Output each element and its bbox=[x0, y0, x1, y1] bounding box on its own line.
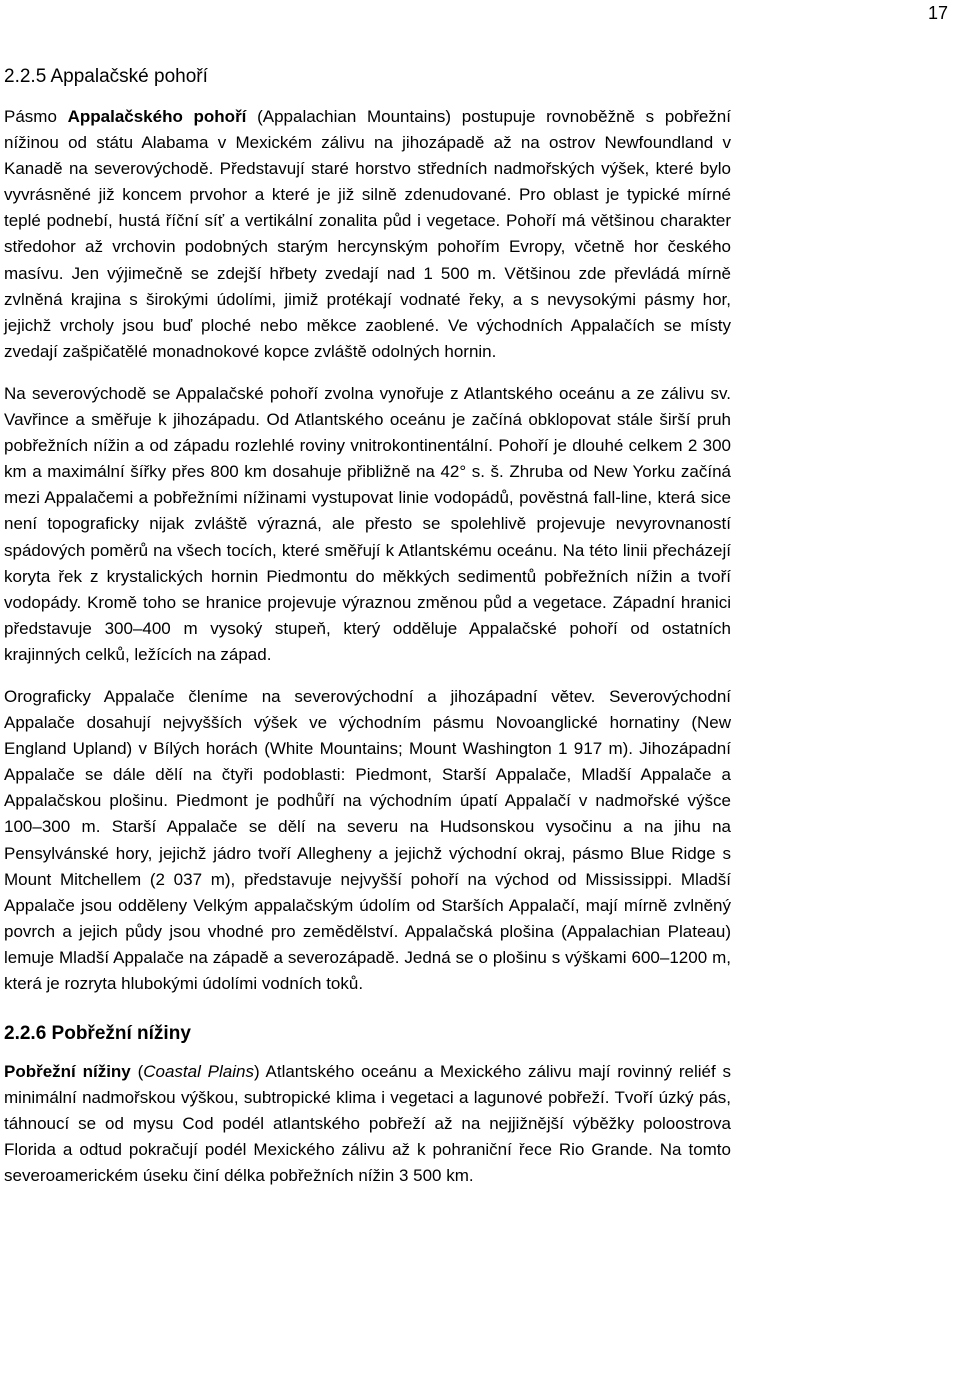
paragraph-text: (Appalachian Mountains) postupuje rovnoběžně s pobřežní nížinou od státu Alabama v Mexickém zálivu na jihozápadě až na ostrov Newfoundland v Kanadě na severovýchodě. Představují staré horstvo středních nadmořských výšek, které bylo vyvrásněné již koncem prvohor a které je již silně zdenudované. Pro oblast je typické mírné teplé podnebí, hustá říční síť a vertikální zonalita půd i vegetace. Pohoří má většinou charakter středohor až vrchovin podobných starým hercynským pohořím Evropy, včetně hor českého masívu. Jen výjimečně se zdejší hřbety zvedají nad 1 500 m. Většinou zde převládá mírně zvlněná krajina s širokými údolími, jimiž protékají vodnaté řeky, a s nevysokými pásmy hor, jejichž vrcholy jsou buď ploché nebo měkce zaoblené. Ve východních Appalačích se místy zvedají zašpičatělé monadnokové kopce zvláště odolných hornin. bbox=[4, 107, 731, 361]
paragraph-appalachian-extent: Na severovýchodě se Appalačské pohoří zvolna vynořuje z Atlantského oceánu a ze zálivu sv. Vavřince a směřuje k jihozápadu. Od Atlantského oceánu je začíná obklopovat stále širší pruh pobřežních nížin a od západu rozlehlé roviny vnitrokontinentální. Pohoří je dlouhé celkem 2 300 km a maximální šířky přes 800 km dosahuje přibližně na 42° s. š. Zhruba od New Yorku začíná mezi Appalačemi a pobřežními nížinami vystupovat linie vodopádů, pověstná fall-line, která sice není topograficky nijak zvláště výrazná, ale přesto se spolehlivě projevuje nevyrovnaností spádových poměrů na všech tocích, které směřují k Atlantskému oceánu. Na této linii přecházejí koryta řek z krystalických hornin Piedmontu do měkkých sedimentů pobřežních nížin a tvoří vodopády. Kromě toho se hranice projevuje výraznou změnou půd a vegetace. Západní hranici představuje 300–400 m vysoký stupeň, který odděluje Appalačské pohoří od ostatních krajinných celků, ležících na západ. bbox=[4, 383, 731, 664]
page-content bbox=[4, 64, 731, 1190]
page-number: 17 bbox=[927, 3, 948, 23]
paragraph-appalachian-orography: Orograficky Appalače členíme na severovýchodní a jihozápadní větev. Severovýchodní Appalače dosahují nejvyšších výšek ve východním pásmu Novoanglické hornatiny (New England Upland) v Bílých horách (White Mountains; Mount Washington 1 917 m). Jihozápadní Appalače se dále dělí na čtyři podoblasti: Piedmont, Starší Appalače, Mladší Appalače a Appalačskou plošinu. Piedmont je podhůří na východním úpatí Appalačí v nadmořské výšce 100–300 m. Starší Appalače se dělí na severu na Hudsonskou vysočinu a na jihu na Pensylvánské hory, jejichž jádro tvoří Allegheny a jejichž východní okraj, pásmo Blue Ridge s Mount Mitchellem (2 037 m), představuje nejvyšší pohoří na východ od Mississippi. Mladší Appalače jsou odděleny Velkým appalačským údolím od Starších Appalačí, mají mírně zvlněný povrch a jejich půdy jsou vhodné pro zemědělství. Appalačská plošina (Appalachian Plateau) lemuje Mladší Appalače na západě a severozápadě. Jedná se o plošinu s výškami 600–1200 m, která je rozryta hlubokými údolími vodních toků. bbox=[4, 686, 731, 993]
italic-term: Coastal Plains bbox=[143, 1062, 254, 1082]
paragraph-text: ) Atlantského oceánu a Mexického zálivu mají rovinný reliéf s minimální nadmořskou výškou, subtropické klima i vegetaci a lagunové pobřeží. Tvoří úzký pás, táhnoucí se od mysu Cod podél atlantského pobřeží až na nejjižnější výběžky poloostrova Florida a odtud pokračují podél Mexického zálivu až k pohraniční řece Rio Grande. Na tomto severoamerickém úseku činí délka pobřežních nížin 3 500 km. bbox=[4, 1062, 731, 1186]
section-heading-appalachian: 2.2.5 Appalačské pohoří bbox=[4, 66, 208, 87]
paragraph-text: ( bbox=[130, 1062, 144, 1082]
bold-term: Appalačského pohoří bbox=[67, 107, 247, 126]
paragraph-coastal-plains bbox=[4, 1059, 731, 1189]
paragraph-appalachian-intro bbox=[4, 104, 731, 365]
bold-term: Pobřežní nížiny bbox=[4, 1062, 131, 1082]
section-heading-coastal-plains: 2.2.6 Pobřežní nížiny bbox=[4, 1023, 191, 1045]
paragraph-text: Pásmo bbox=[4, 107, 68, 126]
